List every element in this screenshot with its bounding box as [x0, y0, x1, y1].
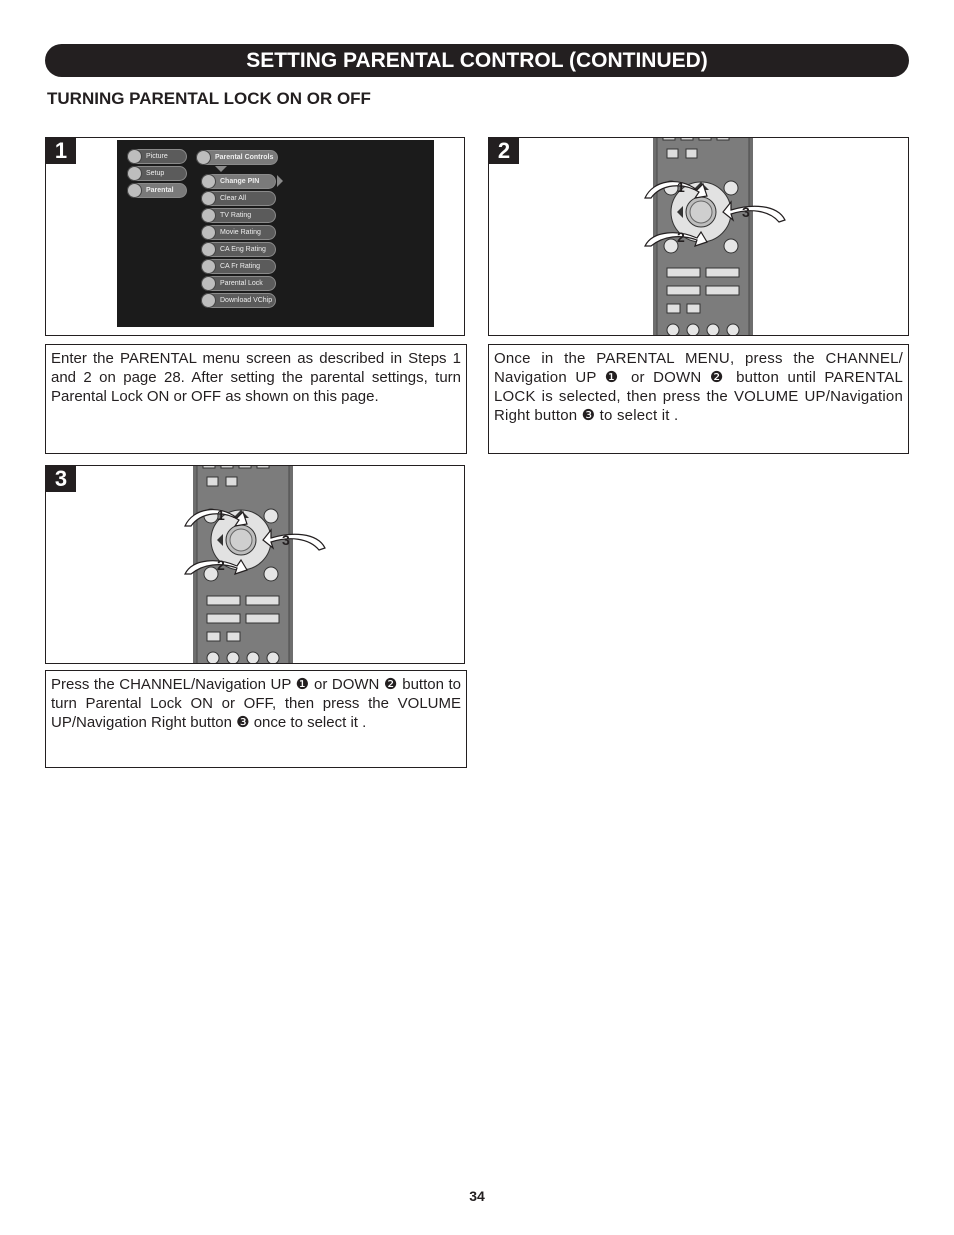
menu-item-parental-lock: Parental Lock [201, 276, 276, 291]
menu-item-ca-fr-rating: CA Fr Rating [201, 259, 276, 274]
step-3-panel [45, 465, 465, 664]
step-3-number: 3 [46, 466, 76, 492]
arrow-label-3: 3 [282, 532, 290, 548]
remote-control-illustration [179, 466, 329, 663]
arrow-label-1: 1 [677, 179, 685, 195]
step-3-instructions: Press the CHANNEL/Navigation UP ❶ or DOWN ❷ button to turn Parental Lock ON or OFF, then press the VOLUME UP/Navigation Right button ❸ once to select it . [45, 670, 467, 768]
parental-icon [127, 183, 142, 198]
page-title: SETTING PARENTAL CONTROL (CONTINUED) [45, 44, 909, 77]
menu-item-movie-rating: Movie Rating [201, 225, 276, 240]
menu-item-ca-eng-rating: CA Eng Rating [201, 242, 276, 257]
step-2-panel [488, 137, 909, 336]
menu-item-tv-rating: TV Rating [201, 208, 276, 223]
remote-control-illustration [639, 138, 789, 335]
parental-menu-screen [117, 140, 434, 327]
arrow-label-2: 2 [677, 229, 685, 245]
page-number: 34 [469, 1188, 485, 1204]
section-subtitle: TURNING PARENTAL LOCK ON OR OFF [47, 89, 371, 108]
step-2-number: 2 [489, 138, 519, 164]
menu-item-download-vchip: Download VChip [201, 293, 276, 308]
menu-right-arrow-icon [277, 175, 283, 187]
menu-item-clear-all: Clear All [201, 191, 276, 206]
setup-icon [127, 166, 142, 181]
arrow-label-2: 2 [217, 557, 225, 573]
arrow-label-3: 3 [742, 204, 750, 220]
step-1-number: 1 [46, 138, 76, 164]
step-1-instructions: Enter the PARENTAL menu screen as described in Steps 1 and 2 on page 28. After setting the parental settings, turn Parental Lock ON or OFF as shown on this page. [45, 344, 467, 454]
menu-item-change-pin: Change PIN [201, 174, 276, 189]
header-knob-icon [196, 150, 211, 165]
menu-item-picture: Picture [127, 149, 187, 164]
menu-item-setup: Setup [127, 166, 187, 181]
menu-header-parental-controls: Parental Controls [196, 150, 278, 165]
picture-icon [127, 149, 142, 164]
arrow-label-1: 1 [217, 507, 225, 523]
menu-down-arrow-icon [215, 166, 227, 172]
menu-item-parental: Parental [127, 183, 187, 198]
step-1-panel [45, 137, 465, 336]
step-2-instructions: Once in the PARENTAL MENU, press the CHANNEL/ Navigation UP ❶ or DOWN ❷ button until PARENTAL LOCK is selected, then press the VOLUME UP/Navigation Right button ❸ to select it . [488, 344, 909, 454]
